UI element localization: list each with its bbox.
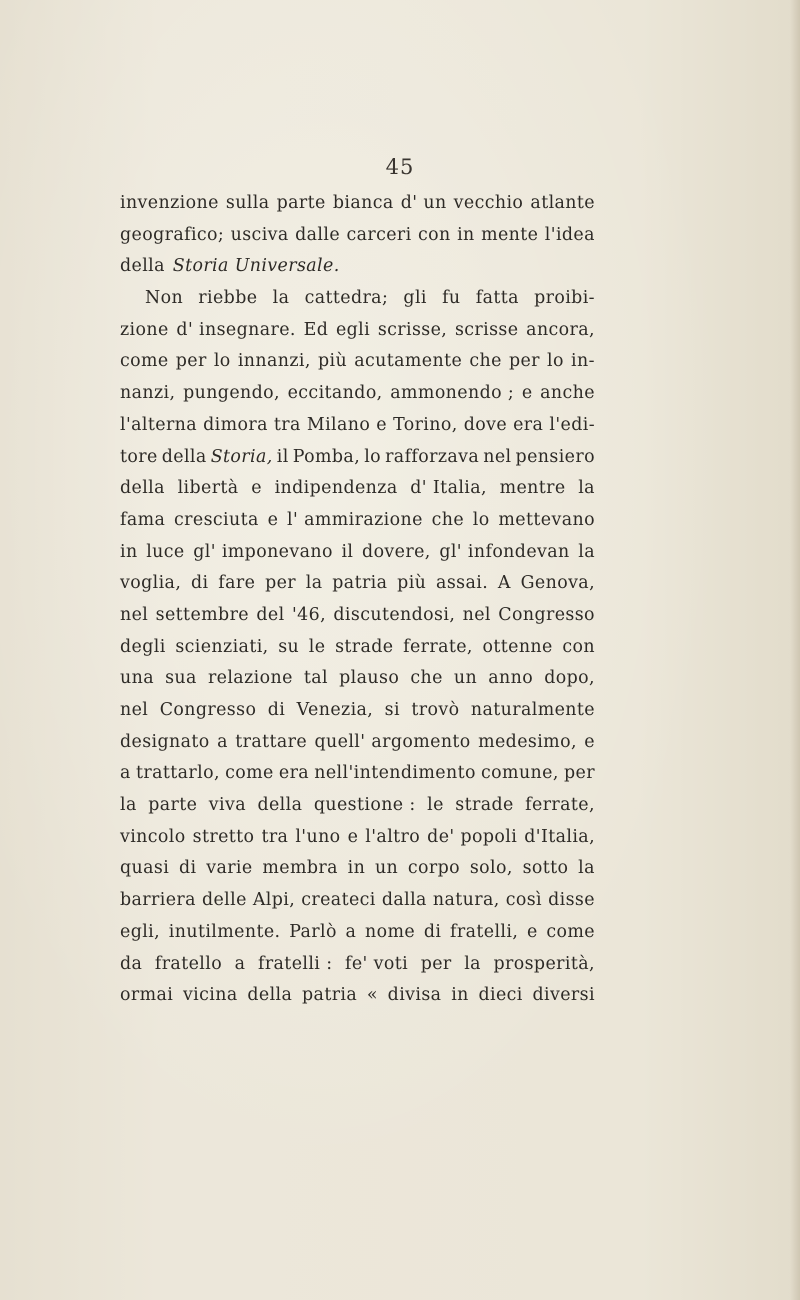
word: delle	[201, 890, 247, 911]
word: lo	[472, 509, 490, 530]
word: per	[508, 351, 540, 372]
word: era	[513, 414, 544, 435]
word: in	[347, 858, 366, 879]
word: in	[451, 985, 469, 1006]
word: l'alterna	[120, 414, 198, 435]
word: in	[457, 224, 475, 245]
word: si	[384, 700, 400, 720]
word: più	[317, 351, 348, 372]
word: fatta	[475, 288, 519, 309]
word: la	[305, 573, 323, 594]
word: la	[272, 288, 290, 309]
word: plauso	[339, 668, 400, 689]
word: dalla	[381, 890, 427, 911]
word: settembre	[155, 604, 249, 625]
word: dimora	[203, 414, 268, 435]
word: dieci	[478, 985, 523, 1006]
word: tal	[303, 668, 329, 689]
page-edge-shadow	[790, 0, 800, 1300]
text-line	[120, 917, 595, 949]
word: come	[546, 921, 595, 942]
text-line	[120, 949, 595, 981]
word: vicina	[182, 985, 238, 1006]
text-line	[120, 790, 595, 822]
text-line	[120, 315, 595, 347]
word: Alpi,	[252, 890, 296, 911]
word: trattarlo,	[135, 763, 220, 784]
word: geografico;	[120, 224, 225, 245]
word: Venezia,	[296, 700, 374, 720]
word: dalle	[295, 224, 341, 245]
word: per	[563, 763, 595, 784]
word: il	[276, 446, 289, 467]
word: strade	[335, 636, 394, 657]
word: sulla	[225, 193, 270, 213]
word: rafforzava	[385, 446, 480, 467]
word: d' Italia,	[410, 478, 487, 499]
text-line	[120, 537, 595, 569]
word: voglia,	[120, 573, 182, 594]
word: proibi-	[534, 288, 595, 309]
word: atlante	[530, 193, 595, 213]
word: come	[120, 351, 169, 372]
word: come	[225, 763, 274, 784]
word: usciva	[230, 224, 289, 245]
word: la	[578, 478, 595, 499]
word: anche	[540, 383, 595, 404]
word: e	[267, 509, 279, 530]
word: quell' argomento	[314, 731, 471, 752]
word: libertà	[177, 478, 239, 499]
word: mentre	[499, 478, 566, 499]
word: la	[120, 795, 137, 816]
word: parte	[276, 193, 326, 213]
word: medesimo,	[478, 731, 577, 752]
word: era	[278, 763, 310, 784]
word: nell'intendimento	[314, 763, 476, 784]
text-line	[120, 822, 595, 854]
word: nel	[120, 604, 149, 625]
word: disse	[548, 890, 595, 911]
word: l'altro	[365, 826, 421, 847]
word: pensiero	[515, 446, 595, 467]
word: di	[178, 858, 197, 879]
word: prosperità,	[493, 953, 595, 974]
text-line	[120, 663, 595, 695]
word: e	[347, 826, 359, 847]
word: ferrate,	[403, 636, 473, 657]
word: designato	[120, 731, 210, 752]
word: luce	[146, 541, 185, 562]
word: patria	[332, 573, 388, 594]
word: discutendosi,	[333, 604, 456, 625]
word: l'idea	[544, 224, 595, 245]
word: per	[175, 351, 207, 372]
word: bianca	[332, 193, 394, 213]
word: fu	[442, 288, 461, 309]
text-line	[120, 568, 595, 600]
word: gl' infondevan	[439, 541, 570, 562]
word: un	[453, 668, 478, 689]
word: pungendo,	[183, 383, 280, 404]
word: le	[308, 636, 326, 657]
word: «	[366, 985, 378, 1006]
word: trattare	[235, 731, 308, 752]
word: fe' voti	[345, 953, 409, 974]
word: d'Italia,	[524, 826, 595, 847]
text-line	[120, 220, 595, 252]
word: per	[420, 953, 452, 974]
word: A	[497, 573, 511, 594]
word: viva	[208, 795, 246, 816]
word: quasi	[120, 858, 170, 879]
word: trovò	[411, 700, 460, 720]
word: tore	[120, 446, 158, 467]
word: che	[431, 509, 465, 530]
word: tra	[261, 826, 289, 847]
word: e	[251, 478, 262, 499]
word: la	[578, 541, 595, 562]
word: assai.	[436, 573, 489, 594]
body-text	[120, 188, 595, 1012]
word: ferrate,	[525, 795, 595, 816]
word: barriera	[120, 890, 196, 911]
word: di	[267, 700, 286, 720]
word: relazione	[207, 668, 293, 689]
word: questione :	[313, 795, 416, 816]
word: con	[418, 224, 451, 245]
text-line	[120, 885, 595, 917]
word: anno	[488, 668, 534, 689]
text-line	[120, 378, 595, 410]
word: di	[191, 573, 209, 594]
word: ancora,	[526, 319, 595, 340]
word: mettevano	[498, 509, 595, 530]
word: dopo,	[544, 668, 595, 689]
word: eccitando,	[287, 383, 383, 404]
word: le	[427, 795, 444, 816]
word: che	[410, 668, 443, 689]
word: a	[234, 953, 246, 974]
word: membra	[262, 858, 338, 879]
word: l'edi-	[549, 414, 595, 435]
word: Storia,	[210, 446, 273, 467]
word: zione	[120, 319, 169, 340]
word: Torino,	[393, 414, 458, 435]
word: createci	[301, 890, 376, 911]
word: natura,	[432, 890, 500, 911]
word: lo	[213, 351, 231, 372]
word: sua	[165, 668, 197, 689]
word: egli	[335, 319, 371, 340]
text-line	[120, 695, 595, 727]
word: Storia Universale.	[172, 256, 340, 277]
word: di	[423, 921, 442, 942]
word: vecchio	[453, 193, 524, 213]
word: da	[120, 953, 143, 974]
text-line	[120, 853, 595, 885]
text-line	[120, 188, 595, 220]
word: Non	[145, 288, 184, 309]
word: stretto	[192, 826, 255, 847]
word: divisa	[387, 985, 442, 1006]
word: ormai	[120, 985, 174, 1006]
word: d' insegnare.	[176, 319, 296, 340]
text-line	[120, 758, 595, 790]
word: comune,	[481, 763, 559, 784]
word: fama	[120, 509, 166, 530]
text-line	[120, 283, 595, 315]
word: '46,	[291, 604, 326, 625]
word: Ed	[303, 319, 329, 340]
word: carceri	[346, 224, 412, 245]
word: de' popoli	[427, 826, 518, 847]
word: fratelli,	[450, 921, 519, 942]
text-line	[120, 980, 595, 1012]
word: lo	[547, 351, 564, 372]
word: corpo	[407, 858, 461, 879]
word: fare	[218, 573, 256, 594]
word: nel	[483, 446, 512, 467]
word: della	[161, 446, 207, 467]
word: vincolo	[120, 826, 186, 847]
text-line	[120, 473, 595, 505]
word: fratelli :	[257, 953, 333, 974]
word: della	[247, 985, 293, 1006]
word: una	[120, 668, 154, 689]
word: ottenne	[482, 636, 553, 657]
word: gli	[403, 288, 427, 309]
word: Milano	[306, 414, 371, 435]
text-line	[120, 632, 595, 664]
word: Congresso	[159, 700, 257, 720]
word: la	[464, 953, 481, 974]
text-line	[120, 727, 595, 759]
word: nel	[462, 604, 491, 625]
text-line	[120, 600, 595, 632]
word: a	[217, 731, 228, 752]
text-line	[120, 442, 595, 474]
word: inutilmente.	[168, 921, 281, 942]
word: in	[120, 541, 138, 562]
word: nel	[120, 700, 149, 720]
word: Genova,	[520, 573, 595, 594]
word: fratello	[154, 953, 223, 974]
word: del	[256, 604, 285, 625]
word: e	[376, 414, 387, 435]
word: e	[584, 731, 595, 752]
word: varie	[206, 858, 253, 879]
word: acutamente	[354, 351, 463, 372]
word: Parlò	[289, 921, 337, 942]
word: in-	[571, 351, 595, 372]
word: così	[505, 890, 543, 911]
word: cattedra;	[304, 288, 389, 309]
word: che	[469, 351, 502, 372]
word: degli	[120, 636, 166, 657]
word: per	[265, 573, 296, 594]
word: scrisse	[454, 319, 519, 340]
word: dove	[463, 414, 508, 435]
word: con	[562, 636, 595, 657]
word: il	[341, 541, 354, 562]
word: a	[345, 921, 357, 942]
word: e	[526, 921, 538, 942]
word: nanzi,	[120, 383, 176, 404]
word: e	[521, 383, 533, 404]
word: dovere,	[362, 541, 431, 562]
word: Congresso	[498, 604, 595, 625]
word: più	[397, 573, 427, 594]
word: cresciuta	[174, 509, 259, 530]
word: mente	[481, 224, 539, 245]
word: innanzi,	[237, 351, 311, 372]
word: nome	[365, 921, 416, 942]
word: patria	[302, 985, 358, 1006]
text-line	[120, 505, 595, 537]
word: l' ammirazione	[287, 509, 423, 530]
word: a	[120, 763, 131, 784]
text-line	[120, 346, 595, 378]
word: lo	[364, 446, 382, 467]
word: parte	[148, 795, 198, 816]
word: scrisse,	[377, 319, 448, 340]
word: invenzione	[120, 193, 219, 213]
page-number: 45	[385, 155, 415, 179]
word: gl' imponevano	[193, 541, 333, 562]
word: della	[120, 256, 165, 277]
word: Pomba,	[292, 446, 361, 467]
word: la	[578, 858, 595, 879]
word: della	[257, 795, 303, 816]
word: ammonendo ;	[390, 383, 515, 404]
text-line	[120, 410, 595, 442]
word: della	[120, 478, 165, 499]
word: scienziati,	[175, 636, 269, 657]
word: su	[278, 636, 300, 657]
word: indipendenza	[274, 478, 398, 499]
word: sotto	[522, 858, 569, 879]
word: tra	[273, 414, 301, 435]
word: solo,	[469, 858, 513, 879]
word: naturalmente	[470, 700, 595, 720]
word: riebbe	[198, 288, 258, 309]
word: d' un	[400, 193, 447, 213]
word: diversi	[532, 985, 595, 1006]
word: strade	[455, 795, 514, 816]
word: egli,	[120, 921, 161, 942]
word: l'uno	[295, 826, 341, 847]
word: un	[374, 858, 399, 879]
text-line	[120, 251, 595, 283]
